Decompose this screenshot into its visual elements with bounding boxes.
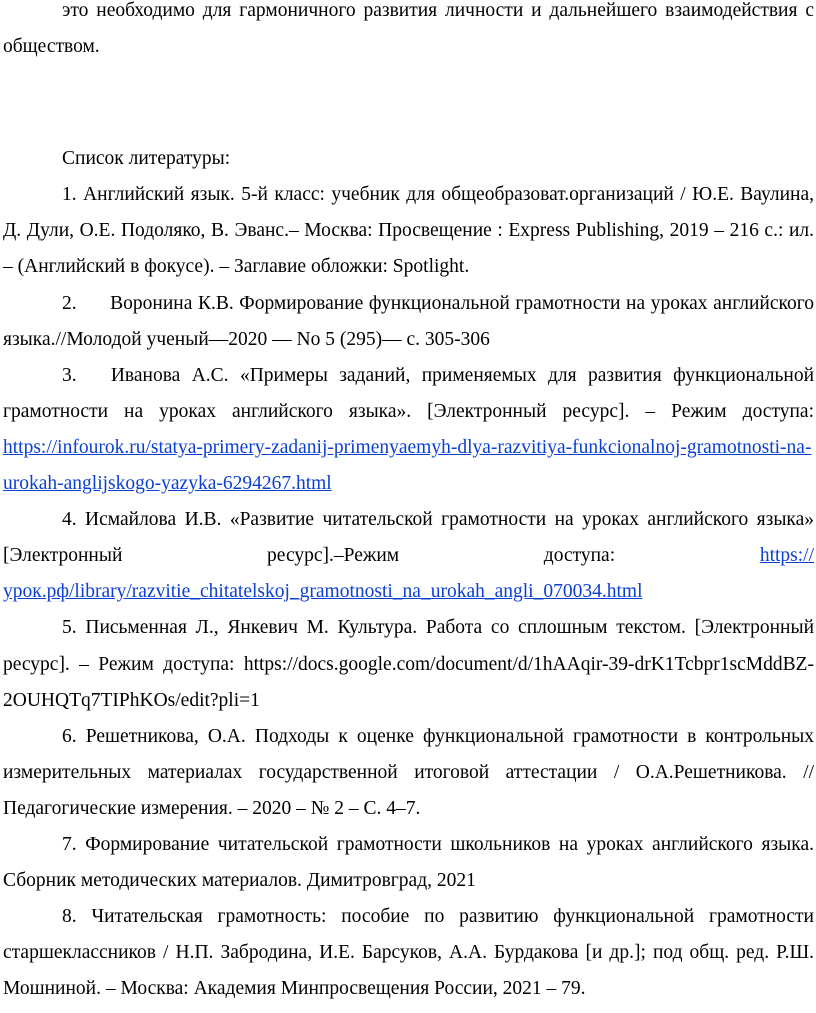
intro-paragraph: это необходимо для гармоничного развития личности и дальнейшего взаимодействия с обществом. bbox=[3, 0, 814, 58]
reference-link[interactable]: https://урок.рф/library/razvitie_chitatelskoj_gramotnosti_na_urokah_angli_070034.html bbox=[3, 545, 814, 603]
reference-item-4 bbox=[3, 502, 814, 610]
reference-text: Читательская грамотность: пособие по развитию функциональной грамотности старшеклассников / Н.П. Забродина, И.Е. Барсуков, А.А. Бурдакова [и др.]; под общ. ред. Р.Ш. Мошниной. – Москва: Академия Минпросвещения России, 2021 – 79. bbox=[3, 906, 814, 1000]
reference-item-1 bbox=[3, 177, 814, 285]
paragraph-spacer bbox=[3, 72, 814, 141]
references-heading: Список литературы: bbox=[62, 148, 231, 170]
reference-item-2 bbox=[3, 286, 814, 358]
reference-text: Воронина К.В. Формирование функциональной грамотности на уроках английского языка.//Молодой ученый—2020 — No 5 (295)— с. 305-306 bbox=[3, 292, 814, 350]
reference-number: 7. bbox=[62, 833, 77, 855]
reference-number: 8. bbox=[62, 906, 77, 928]
reference-text: Письменная Л., Янкевич М. Культура. Работа со сплошным текстом. [Электронный ресурс]. – Режим доступа: https://docs.google.com/document/d/1hAAqir-39-drK1Tcbpr1scMddBZ-2OUHQTq7TIPhKOs/edit?pli=1 bbox=[3, 617, 815, 711]
reference-item-8 bbox=[3, 899, 814, 1007]
reference-number: 1. bbox=[62, 184, 77, 206]
reference-number: 2. bbox=[62, 292, 77, 314]
reference-item-5 bbox=[3, 610, 814, 718]
reference-item-3 bbox=[3, 358, 814, 502]
reference-number: 6. bbox=[62, 725, 77, 747]
reference-text: Исмайлова И.В. «Развитие читательской грамотности на уроках английского языка» [Электронный ресурс].–Режим доступа: bbox=[3, 509, 814, 567]
reference-text: Английский язык. 5-й класс: учебник для общеобразоват.организаций / Ю.Е. Ваулина, Д. Дули, О.Е. Подоляко, В. Эванс.– Москва: Просвещение : Express Publishing, 2019 – 216 с.: ил. – (Английский в фокусе). – Заглавие обложки: Spotlight. bbox=[3, 184, 814, 278]
reference-text: Формирование читательской грамотности школьников на уроках английского языка. Сборник методических материалов. Димитровград, 2021 bbox=[3, 833, 814, 892]
reference-item-6 bbox=[3, 719, 814, 827]
reference-number: 5. bbox=[62, 617, 77, 639]
reference-text: Решетникова, О.А. Подходы к оценке функциональной грамотности в контрольных измерительных материалах государственной итоговой аттестации / О.А.Решетникова. // Педагогические измерения. – 2020 – № 2 – С. 4–7. bbox=[3, 725, 815, 819]
reference-link[interactable]: https://infourok.ru/statya-primery-zadanij-primenyaemyh-dlya-razvitiya-funkcionalnoj-gramotnosti-na-urokah-anglijskogo-yazyka-6294267.html bbox=[3, 436, 812, 495]
reference-text: Иванова А.С. «Примеры заданий, применяемых для развития функциональной грамотности на уроках английского языка». [Электронный ресурс]. – Режим доступа: bbox=[3, 364, 815, 422]
reference-number: 3. bbox=[62, 364, 77, 386]
reference-item-7 bbox=[3, 827, 814, 899]
reference-number: 4. bbox=[62, 509, 77, 531]
